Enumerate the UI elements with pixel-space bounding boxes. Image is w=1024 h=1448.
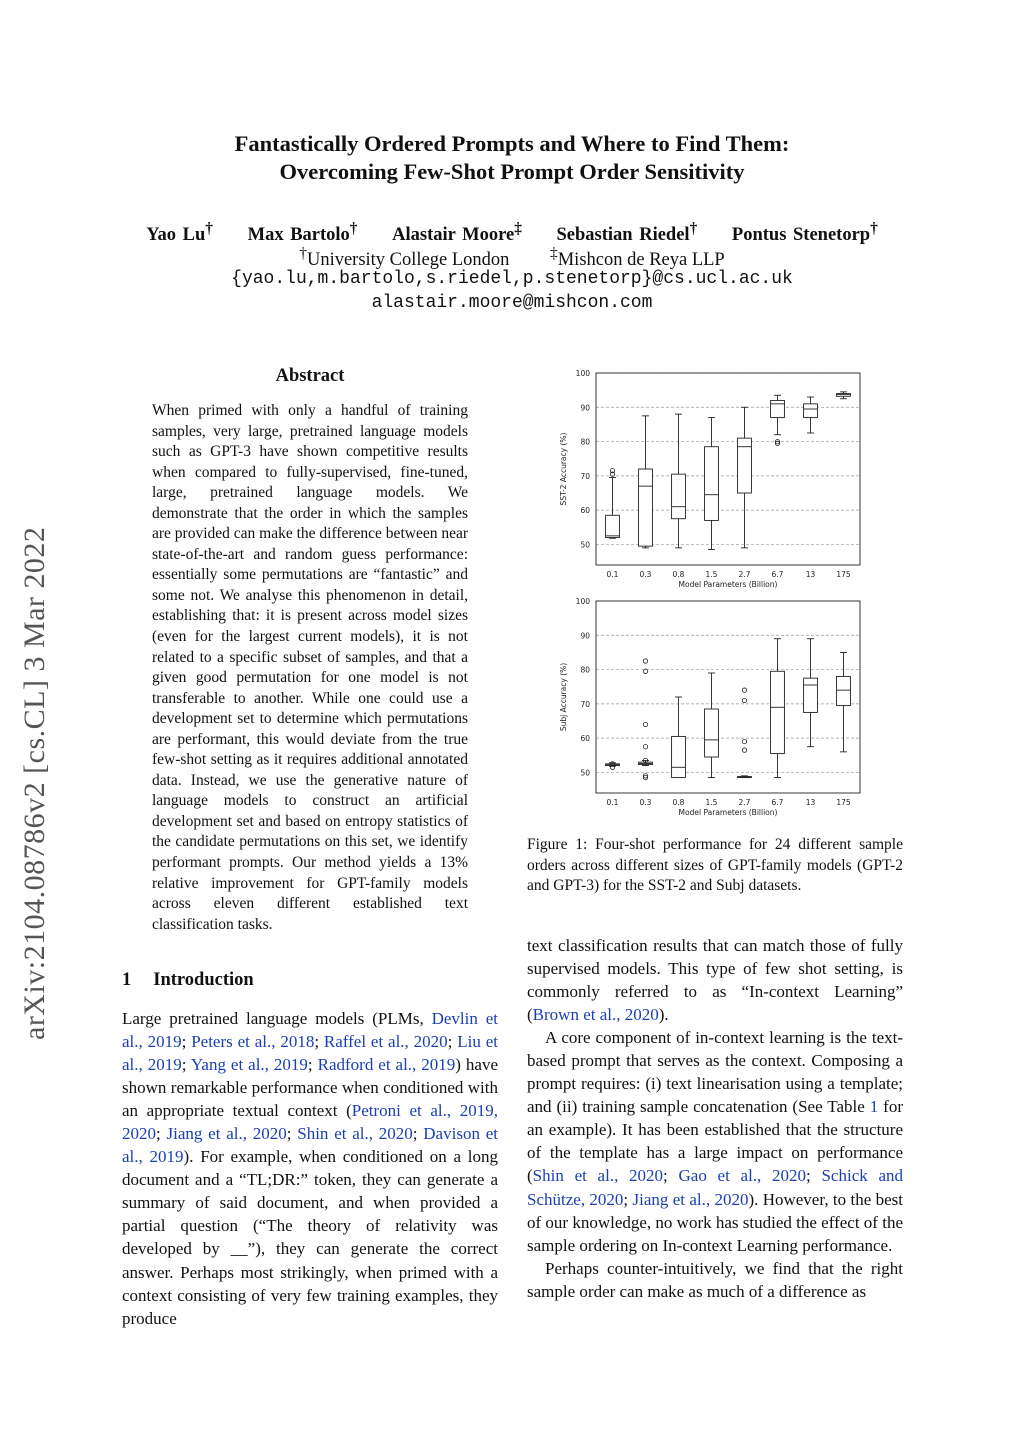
body-text: ;: [412, 1124, 424, 1144]
box: [705, 447, 719, 521]
citation-link[interactable]: Peters et al., 2018: [191, 1032, 315, 1052]
body-text: ;: [286, 1124, 298, 1144]
author: Pontus Stenetorp†: [731, 220, 878, 246]
x-tick-label: 0.3: [639, 798, 652, 807]
y-tick-label: 80: [580, 437, 590, 447]
x-tick-label: 1.5: [705, 798, 718, 807]
y-tick-label: 60: [580, 506, 590, 516]
x-tick-label: 175: [836, 798, 851, 807]
box: [672, 474, 686, 519]
box: [705, 709, 719, 757]
x-tick-label: 0.1: [606, 798, 619, 807]
body-text: text classification results that can match those of fully supervised models. This type of few shot setting, is commonly referred to as “In-context Learning” (: [527, 936, 903, 1025]
body-text: ;: [307, 1055, 318, 1075]
section-title: Introduction: [153, 970, 254, 990]
title-line-2: Overcoming Few-Shot Prompt Order Sensitivity: [279, 159, 745, 184]
outlier-point: [643, 745, 647, 749]
figure-1-boxplots: [540, 365, 890, 825]
y-tick-label: 50: [580, 768, 590, 778]
citation-link[interactable]: Shin et al., 2020: [297, 1124, 413, 1144]
citation-link[interactable]: Petroni et al., 2019, 2020: [122, 1101, 498, 1144]
abstract-text: When primed with only a handful of training samples, very large, pretrained language models such as GPT-3 have shown competitive results when compared to fully-supervised, fine-tuned, large, pretrained language models. We demonstrate that the order in which the samples are provided can make the difference between near state-of-the-art and random guess performance: essentially some permutations are “fantastic” and some not. We analyse this phenomenon in detail, establishing that: it is present across model sizes (even for the largest current models), it is not related to a specific subset of samples, and that a given good permutation for one model is not transferable to another. While one could use a development set to determine which permutations are performant, this would deviate from the true few-shot setting as it requires additional annotated data. Instead, we use the generative nature of language models to construct an artificial development set and based on entropy statistics of the candidate permutations on this set, we identify performant prompts. Our method yields a 13% relative improvement for GPT-family models across eleven different established text classification tasks.: [152, 402, 468, 933]
abstract-heading: Abstract: [275, 366, 345, 386]
x-axis-label: Model Parameters (Billion): [678, 580, 778, 589]
citation-link[interactable]: Jiang et al., 2020: [166, 1124, 287, 1144]
body-text: ;: [623, 1189, 633, 1209]
citation-link[interactable]: Gao et al., 2020: [678, 1166, 807, 1186]
body-text: ;: [663, 1166, 679, 1186]
box: [606, 515, 620, 537]
x-tick-label: 13: [805, 798, 816, 807]
body-text: ). For example, when conditioned on a long document and a “TL;DR:” token, they can generate a summary of said document, and when provided a partial question (“The theory of relativity was developed by __”), they can generate the correct answer. Perhaps most strikingly, when primed with a context consisting of very few training examples, they produce: [122, 1147, 498, 1328]
x-tick-label: 0.1: [606, 570, 619, 579]
box: [771, 671, 785, 753]
box: [639, 469, 653, 546]
body-text: Large pretrained language models (PLMs,: [122, 1009, 432, 1028]
title-line-1: Fantastically Ordered Prompts and Where to Find Them:: [234, 131, 790, 156]
citation-link[interactable]: Devlin et al., 2019: [122, 1009, 498, 1052]
paragraph: [527, 934, 903, 1026]
section-heading: [122, 970, 254, 991]
outlier-point: [643, 722, 647, 726]
box: [837, 676, 851, 705]
intro-paragraph: [122, 1007, 498, 1330]
x-tick-label: 175: [836, 570, 851, 579]
citation-link[interactable]: Yang et al., 2019: [190, 1055, 308, 1075]
y-tick-label: 60: [580, 734, 590, 744]
paragraph: [527, 1026, 903, 1256]
y-tick-label: 70: [580, 699, 590, 709]
y-tick-label: 90: [580, 403, 590, 413]
author: Sebastian Riedel†: [556, 220, 698, 246]
y-axis-label: Subj Accuracy (%): [559, 662, 568, 732]
box: [771, 400, 785, 417]
y-tick-label: 100: [575, 369, 590, 378]
outlier-point: [643, 669, 647, 673]
body-text: ). However, to the best of our knowledge, no work has studied the effect of the sample ordering on In-context Learning performance.: [527, 1189, 903, 1255]
box: [804, 678, 818, 712]
citation-link[interactable]: Schick and Schütze, 2020: [527, 1166, 903, 1209]
plot-frame: [596, 373, 860, 565]
body-text: A core component of in-context learning is the text-based prompt that serves as the context. Composing a prompt requires: (i) text linearisation using a template; and (ii) training sample concatenation (See Table: [527, 1028, 903, 1117]
x-tick-label: 6.7: [771, 570, 784, 579]
citation-link[interactable]: Raffel et al., 2020: [323, 1032, 448, 1052]
body-text: ;: [806, 1166, 822, 1186]
citation-link[interactable]: Brown et al., 2020: [532, 1005, 659, 1025]
box: [672, 736, 686, 777]
y-tick-label: 100: [575, 597, 590, 606]
figure-caption: Figure 1: Four-shot performance for 24 different sample orders across different sizes of GPT-family models (GPT-2 and GPT-3) for the SST-2 and Subj datasets.: [527, 836, 903, 894]
x-tick-label: 0.3: [639, 570, 652, 579]
paragraph: [527, 1257, 903, 1303]
affiliation: ‡Mishcon de Reya LLP: [550, 245, 725, 271]
y-tick-label: 70: [580, 471, 590, 481]
paper-title: [0, 130, 1024, 186]
author: Max Bartolo†: [247, 220, 358, 246]
outlier-point: [742, 688, 746, 692]
body-text: ;: [156, 1124, 167, 1144]
citation-link[interactable]: Jiang et al., 2020: [632, 1189, 749, 1209]
x-tick-label: 6.7: [771, 798, 784, 807]
body-text: ;: [314, 1032, 324, 1052]
citation-link[interactable]: Davison et al., 2019: [122, 1124, 498, 1167]
x-tick-label: 2.7: [738, 798, 751, 807]
body-text: ;: [181, 1032, 192, 1052]
body-text: ;: [181, 1055, 191, 1075]
x-tick-label: 0.8: [672, 570, 685, 579]
affiliation: †University College London: [299, 245, 510, 271]
y-tick-label: 90: [580, 631, 590, 641]
x-axis-label: Model Parameters (Billion): [678, 808, 778, 817]
y-tick-label: 50: [580, 540, 590, 550]
outlier-point: [742, 739, 746, 743]
plot-frame: [596, 601, 860, 793]
y-axis-label: SST-2 Accuracy (%): [559, 432, 568, 506]
x-tick-label: 13: [805, 570, 816, 579]
email-line-1: {yao.lu,m.bartolo,s.riedel,p.stenetorp}@cs.ucl.ac.uk: [231, 269, 793, 289]
section-number: 1: [122, 970, 132, 990]
right-column-text: [527, 934, 903, 1303]
citation-link[interactable]: Radford et al., 2019: [317, 1055, 456, 1075]
email-line-2: alastair.moore@mishcon.com: [371, 293, 653, 313]
citation-link[interactable]: 1: [869, 1097, 879, 1117]
citation-link[interactable]: Shin et al., 2020: [532, 1166, 664, 1186]
body-text: ) have shown remarkable performance when conditioned with an appropriate textual context (: [122, 1055, 498, 1121]
outlier-point: [742, 748, 746, 752]
x-tick-label: 0.8: [672, 798, 685, 807]
body-text: ).: [658, 1005, 669, 1025]
author: Yao Lu†: [146, 220, 213, 246]
citation-link[interactable]: Liu et al., 2019: [122, 1032, 498, 1075]
x-tick-label: 1.5: [705, 570, 718, 579]
y-tick-label: 80: [580, 665, 590, 675]
body-text: ;: [447, 1032, 458, 1052]
body-text: for an example). It has been established that the structure of the template has a large impact on performance (: [527, 1097, 903, 1186]
box: [804, 404, 818, 418]
body-text: Perhaps counter-intuitively, we find that the right sample order can make as much of a difference as: [527, 1258, 903, 1301]
outlier-point: [643, 659, 647, 663]
author: Alastair Moore‡: [392, 220, 522, 246]
arxiv-stamp: arXiv:2104.08786v2 [cs.CL] 3 Mar 2022: [18, 526, 51, 1040]
x-tick-label: 2.7: [738, 570, 751, 579]
outlier-point: [742, 698, 746, 702]
